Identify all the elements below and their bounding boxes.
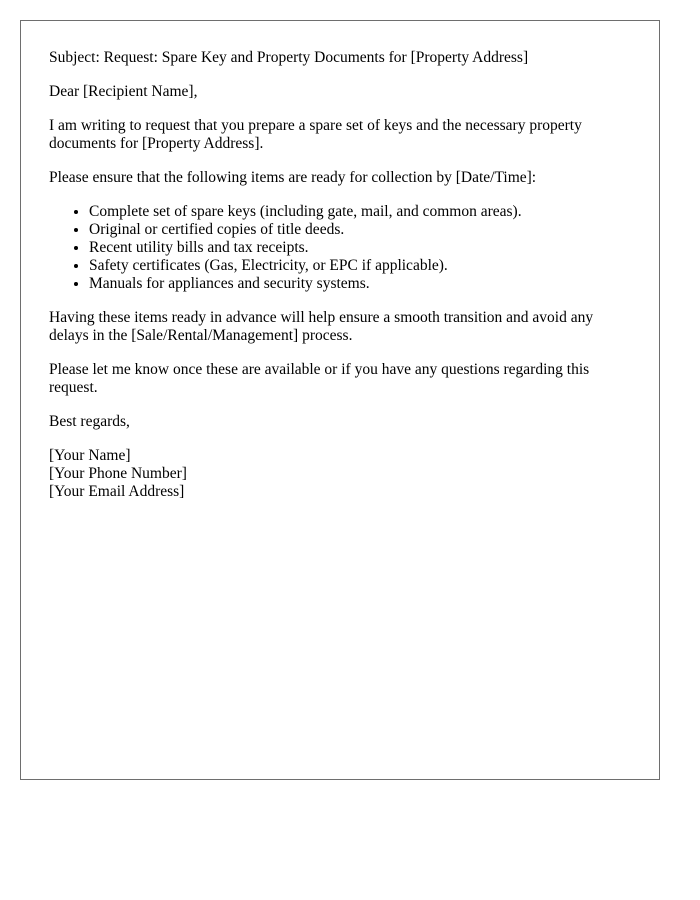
list-item: • Manuals for appliances and security systems. <box>89 275 631 293</box>
subject-line: Subject: Request: Spare Key and Property Documents for [Property Address] <box>49 49 529 66</box>
list-item: • Safety certificates (Gas, Electricity, or EPC if applicable). <box>89 257 631 275</box>
signature-block <box>49 447 631 501</box>
letter-document <box>20 20 660 780</box>
items-intro-paragraph: Please ensure that the following items are ready for collection by [Date/Time]: <box>49 169 537 186</box>
transition-paragraph: Having these items ready in advance will help ensure a smooth transition and avoid any delays in the [Sale/Rental/Management] process. <box>49 309 594 344</box>
salutation: Dear [Recipient Name], <box>49 83 198 100</box>
signature-email: [Your Email Address] <box>49 483 185 500</box>
signature-name: [Your Name] <box>49 447 131 464</box>
list-item: • Complete set of spare keys (including gate, mail, and common areas). <box>89 203 631 221</box>
list-item: • Original or certified copies of title deeds. <box>89 221 631 239</box>
items-list <box>49 203 631 293</box>
followup-paragraph: Please let me know once these are available or if you have any questions regarding this request. <box>49 361 590 396</box>
signoff: Best regards, <box>49 413 130 430</box>
intro-paragraph: I am writing to request that you prepare a spare set of keys and the necessary property documents for [Property Address]. <box>49 117 582 152</box>
list-item: • Recent utility bills and tax receipts. <box>89 239 631 257</box>
signature-phone: [Your Phone Number] <box>49 465 187 482</box>
